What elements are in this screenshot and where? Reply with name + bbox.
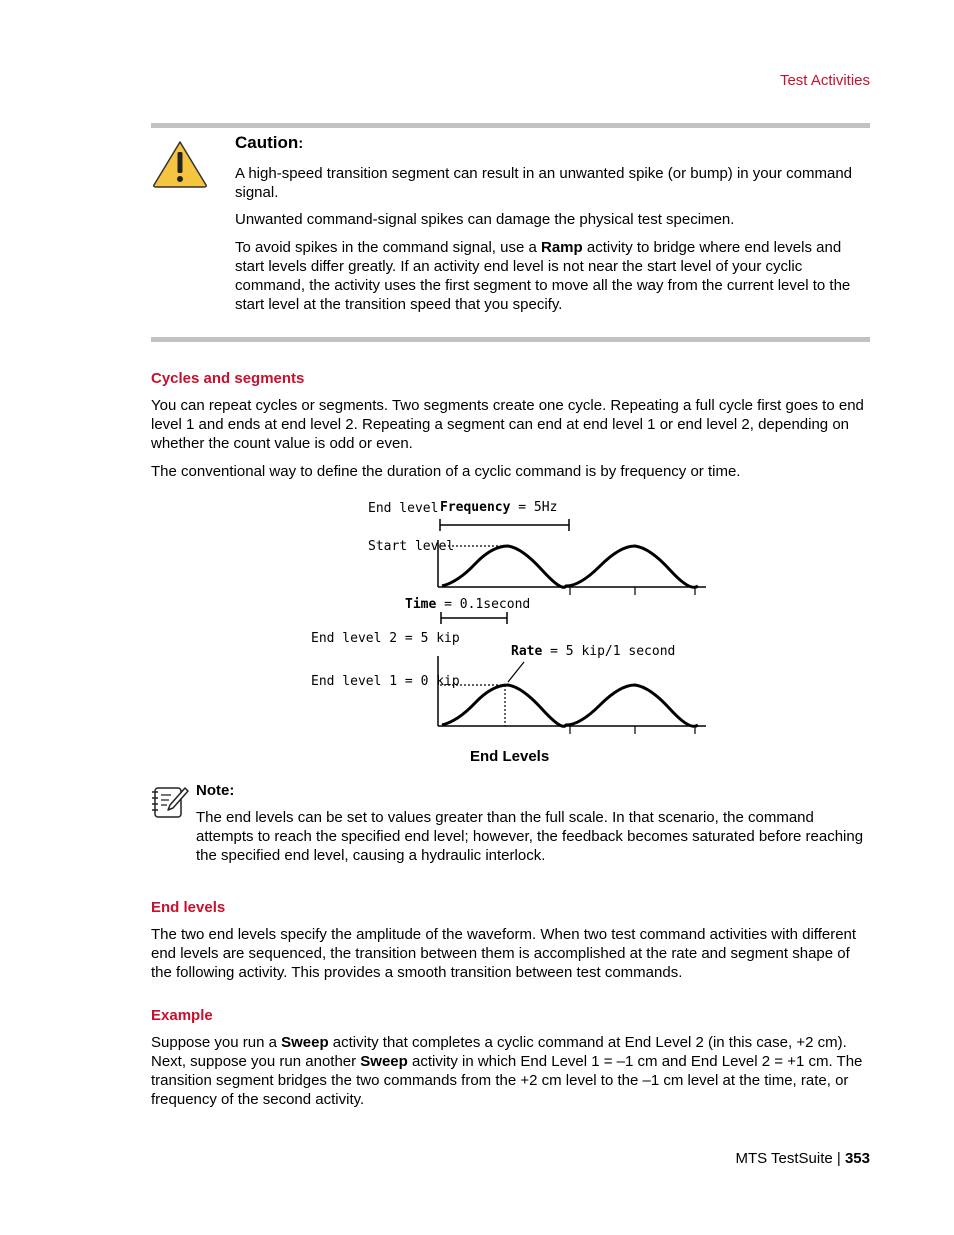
note-pencil-icon: [151, 784, 189, 820]
note-text: The end levels can be set to values greater than the full scale. In that scenario, the command attempts to reach the specified end level; however, the feedback becomes saturated before reaching the specified end level, causing a hydraulic interlock.: [196, 809, 864, 864]
warning-triangle-icon: [151, 139, 209, 189]
cycles-paragraph-2: The conventional way to define the duration of a cyclic command is by frequency or time.: [151, 463, 741, 480]
bottom-waveform: [442, 685, 698, 726]
waveform-figure: [300, 492, 720, 742]
caution-paragraph-3: To avoid spikes in the command signal, use a Ramp activity to bridge where end levels and start levels differ greatly. If an activity end level is not near the start level of your cyclic command, the activity uses the first segment to move all the way from the current level to the start level at the transition speed that you specify.: [235, 239, 851, 313]
heading-cycles-and-segments: Cycles and segments: [151, 370, 305, 387]
figure-caption: End Levels: [470, 748, 550, 765]
label-rate: Rate = 5 kip/1 second: [511, 644, 676, 659]
label-time: Time = 0.1second: [405, 597, 531, 612]
label-end-level-1: End level 1 = 0 kip: [311, 674, 460, 689]
caution-title: Caution:: [235, 133, 304, 152]
caution-top-rule: [151, 123, 870, 128]
end-levels-paragraph: The two end levels specify the amplitude of the waveform. When two test command activities with different end levels are sequenced, the transition between them is accomplished at the rate and segment shape of the following activity. This provides a smooth transition between test commands.: [151, 926, 857, 981]
heading-example: Example: [151, 1007, 213, 1024]
header-section-link[interactable]: Test Activities: [779, 72, 870, 89]
note-title: Note:: [196, 782, 235, 799]
footer: MTS TestSuite | 353: [735, 1150, 870, 1167]
heading-end-levels: End levels: [151, 899, 226, 916]
label-end-level-2: End level 2 = 5 kip: [311, 631, 460, 646]
caution-bottom-rule: [151, 337, 870, 342]
caution-paragraph-1: A high-speed transition segment can result in an unwanted spike (or bump) in your command signal.: [235, 165, 852, 201]
label-frequency: Frequency = 5Hz: [440, 500, 558, 515]
footer-product: MTS TestSuite: [735, 1150, 833, 1167]
rate-pointer-line: [508, 662, 524, 682]
caution-paragraph-2: Unwanted command-signal spikes can damage the physical test specimen.: [235, 211, 735, 228]
cycles-paragraph-1: You can repeat cycles or segments. Two segments create one cycle. Repeating a full cycle first goes to end level 1 and ends at end level 2. Repeating a segment can end at end level 1 or end level 2, depending on whether the count value is odd or even.: [151, 397, 864, 452]
top-waveform: [442, 546, 698, 587]
example-paragraph: Suppose you run a Sweep activity that completes a cyclic command at End Level 2 (in this case, +2 cm). Next, suppose you run another Sweep activity in which End Level 1 = –1 cm and End Level 2 = +1 cm. The transition segment bridges the two commands from the +2 cm level to the –1 cm level at the time, rate, or frequency of the second activity.: [151, 1034, 863, 1108]
label-end-level: End level: [368, 501, 439, 516]
label-start-level: Start level: [368, 539, 455, 554]
page-number: 353: [844, 1150, 870, 1167]
